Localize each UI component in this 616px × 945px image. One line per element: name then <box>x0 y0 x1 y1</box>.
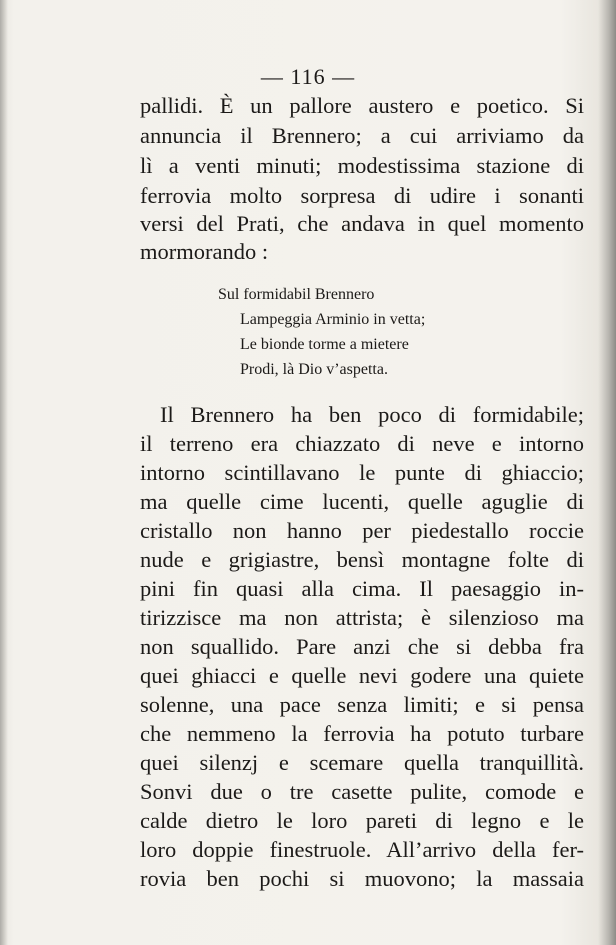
verse-line: Sul formidabil Brennero <box>218 286 375 303</box>
text-line: il terreno era chiazzato di neve e intorno <box>140 431 584 456</box>
text-line: non squallido. Pare anzi che si debba fra <box>140 634 584 659</box>
text-line: pallidi. È un pallore austero e poetico. Si <box>140 93 584 118</box>
text-line: calde dietro le loro pareti di legno e le <box>140 808 584 833</box>
text-line: lì a venti minuti; modestissima stazione di <box>140 153 584 178</box>
page-number: — 116 — <box>260 64 356 89</box>
text-line: rovia ben pochi si muovono; la massaia <box>140 866 584 891</box>
verse-line: Lampeggia Arminio in vetta; <box>240 311 426 328</box>
text-line: ma quelle cime lucenti, quelle aguglie di <box>140 489 584 514</box>
text-line: ferrovia molto sorpresa di udire i sonanti <box>140 183 584 208</box>
text-line: quei ghiacci e quelle nevi godere una quiete <box>140 663 584 688</box>
page-left-shadow <box>0 0 8 945</box>
text-line: quei silenzj e scemare quella tranquillità. <box>140 750 584 775</box>
verse-line: Prodi, là Dio v’aspetta. <box>240 361 388 378</box>
text-line: versi del Prati, che andava in quel momento <box>140 211 584 236</box>
page-right-shadow <box>598 0 616 945</box>
text-line: nude e grigiastre, bensì montagne folte di <box>140 547 584 572</box>
text-line: annuncia il Brennero; a cui arriviamo da <box>140 123 584 148</box>
text-line: intorno scintillavano le punte di ghiaccio; <box>140 460 584 485</box>
text-line: che nemmeno la ferrovia ha potuto turbare <box>140 721 584 746</box>
text-line: cristallo non hanno per piedestallo roccie <box>140 518 584 543</box>
text-line: mormorando : <box>140 239 269 264</box>
text-line: solenne, una pace senza limiti; e si pensa <box>140 692 584 717</box>
text-line: Sonvi due o tre casette pulite, comode e <box>140 779 584 804</box>
text-line: tirizzisce ma non attrista; è silenzioso ma <box>140 605 584 630</box>
text-line: Il Brennero ha ben poco di formidabile; <box>160 402 584 427</box>
text-line: loro doppie finestruole. All’arrivo della fer- <box>140 837 584 862</box>
verse-line: Le bionde torme a mietere <box>240 336 409 353</box>
text-line: pini fin quasi alla cima. Il paesaggio in- <box>140 576 584 601</box>
